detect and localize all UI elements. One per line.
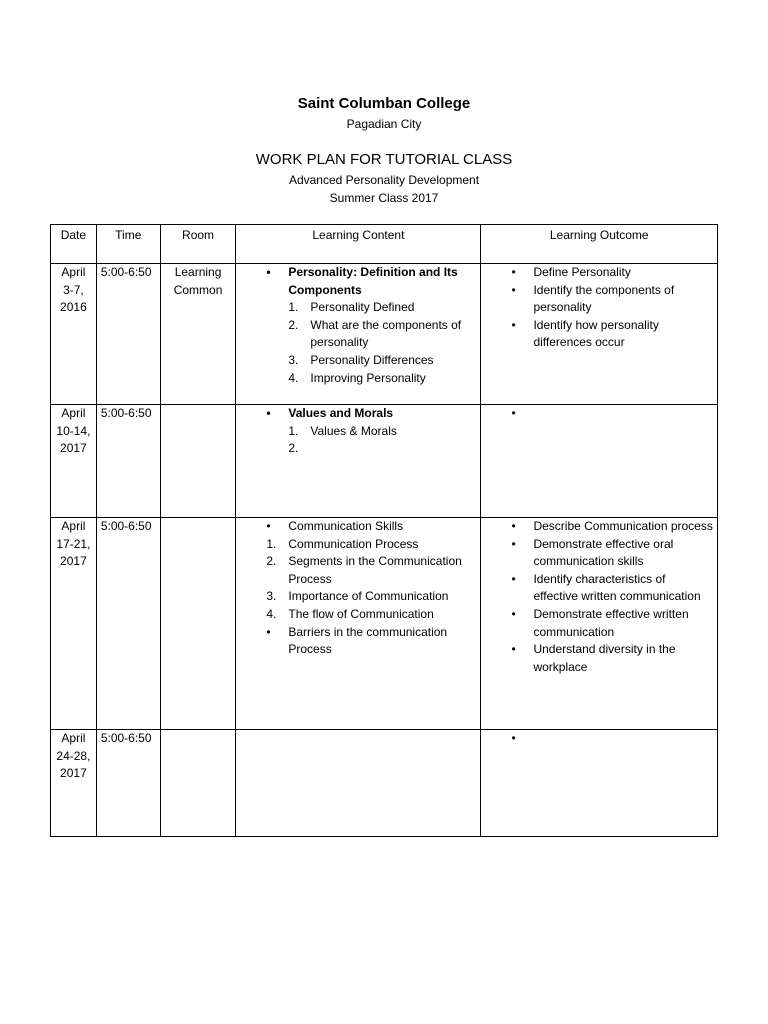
content-list — [240, 405, 476, 423]
outcome-cell — [481, 405, 718, 518]
date-cell: April 17-21, 2017 — [51, 518, 97, 730]
list-item: 4. Improving Personality — [288, 370, 426, 385]
room-cell — [160, 518, 236, 730]
content-list — [240, 264, 476, 299]
list-item: 2. What are the components of personality — [288, 317, 462, 350]
content-cell — [236, 518, 481, 730]
time-cell: 5:00-6:50 — [96, 264, 160, 405]
list-item: 2. Segments in the Communication Process — [266, 554, 462, 586]
list-item: • Identify how personality differences occur — [485, 317, 713, 352]
term-label: Summer Class 2017 — [329, 191, 439, 205]
room-cell — [160, 730, 236, 837]
time-cell: 5:00-6:50 — [96, 518, 160, 730]
list-item: 1. Personality Defined — [288, 300, 415, 315]
list-item: 1. Communication Process — [266, 536, 419, 551]
date-cell: April 3-7, 2016 — [51, 264, 97, 405]
list-item: • Identify characteristics of effective written communication — [485, 571, 713, 606]
content-cell — [236, 730, 481, 837]
content-list — [240, 624, 476, 659]
list-item: • Barriers in the communication Process — [240, 624, 476, 659]
content-item-text: What are the components of personality — [310, 317, 462, 350]
content-cell — [236, 405, 481, 518]
content-heading: • Personality: Definition and Its Components — [240, 264, 476, 299]
column-header-time: Time — [96, 225, 160, 264]
outcome-list — [485, 518, 713, 676]
table-row — [51, 730, 718, 837]
content-list — [240, 518, 476, 536]
plan-title: WORK PLAN FOR TUTORIAL CLASS — [255, 151, 513, 168]
time-cell: 5:00-6:50 — [96, 405, 160, 518]
content-item-text: Values & Morals — [310, 423, 397, 438]
list-item: • Demonstrate effective oral communication skills — [485, 536, 713, 571]
column-header-date: Date — [51, 225, 97, 264]
room-cell — [160, 405, 236, 518]
time-cell: 5:00-6:50 — [96, 730, 160, 837]
date-cell: April 24-28, 2017 — [51, 730, 97, 837]
list-item: • Demonstrate effective written communication — [485, 606, 713, 641]
content-cell — [236, 264, 481, 405]
content-sublist — [240, 536, 476, 624]
list-item: 4. The flow of Communication — [266, 606, 434, 621]
outcome-cell — [481, 518, 718, 730]
content-heading: • Communication Skills — [240, 518, 476, 536]
content-heading: • Values and Morals — [240, 405, 476, 423]
content-item-text: Personality Differences — [310, 352, 434, 367]
content-item-text: Personality Defined — [310, 300, 415, 315]
list-item: 3. Importance of Communication — [266, 589, 449, 604]
table-row — [51, 405, 718, 518]
list-item: • Understand diversity in the workplace — [485, 641, 713, 676]
content-item-text: Communication Process — [288, 536, 419, 551]
list-item: • Describe Communication process — [485, 518, 713, 536]
date-cell: April 10-14, 2017 — [51, 405, 97, 518]
work-plan-table — [50, 224, 718, 837]
college-city: Pagadian City — [346, 117, 422, 131]
list-item: 1. Values & Morals — [288, 423, 397, 438]
list-item: • Define Personality — [485, 264, 713, 282]
table-header-row — [51, 225, 718, 264]
table-row — [51, 518, 718, 730]
list-item: • Identify the components of personality — [485, 282, 713, 317]
content-item-text: The flow of Communication — [288, 606, 434, 621]
list-item: 3. Personality Differences — [288, 352, 434, 367]
outcome-cell — [481, 730, 718, 837]
column-header-learning-outcome: Learning Outcome — [481, 225, 718, 264]
content-sublist — [240, 299, 476, 387]
content-item-text: Importance of Communication — [288, 589, 449, 604]
column-header-room: Room — [160, 225, 236, 264]
room-cell: Learning Common — [160, 264, 236, 405]
outcome-cell — [481, 264, 718, 405]
course-name: Advanced Personality Development — [288, 173, 480, 187]
content-sublist: 1. Values & Morals 2. — [240, 423, 476, 441]
table-row — [51, 264, 718, 405]
outcome-list — [485, 264, 713, 352]
college-name: Saint Columban College — [297, 95, 471, 112]
column-header-learning-content: Learning Content — [236, 225, 481, 264]
content-item-text: Segments in the Communication Process — [288, 554, 462, 586]
content-item-text: Improving Personality — [310, 370, 426, 385]
